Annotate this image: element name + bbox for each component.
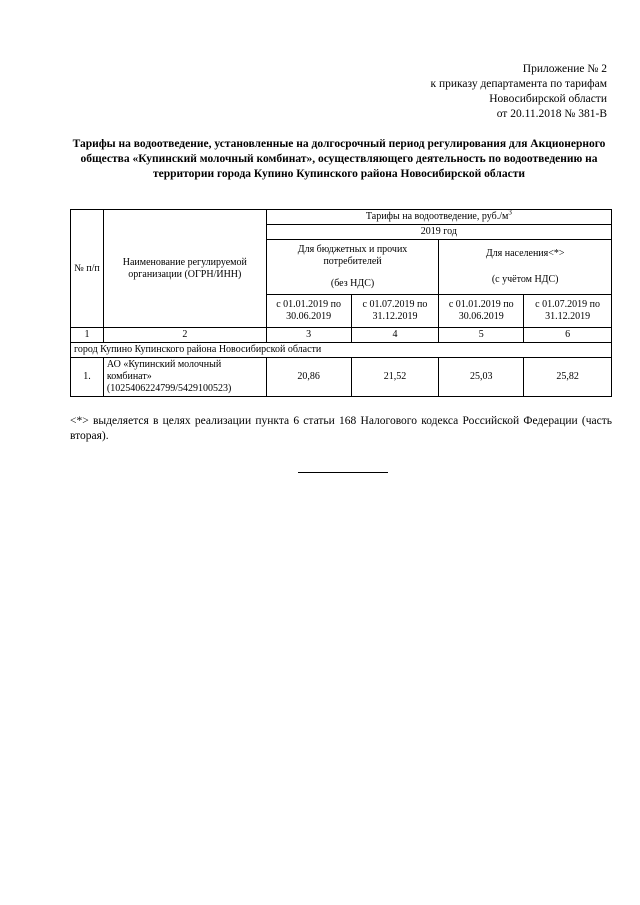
appendix-header — [347, 62, 607, 122]
group-budget-vat: (без НДС) — [330, 278, 375, 289]
appendix-line: Новосибирской области — [489, 93, 607, 105]
appendix-line: к приказу департамента по тарифам — [430, 78, 607, 90]
period-cell: с 01.07.2019 по 31.12.2019 — [351, 295, 439, 328]
group-population-label: Для населения<*> — [485, 248, 565, 259]
header-group-population — [439, 240, 612, 295]
header-tariffs-sup: 3 — [508, 208, 512, 217]
header-group-budget — [266, 240, 439, 295]
row-value: 20,86 — [266, 358, 351, 397]
document-title: Тарифы на водоотведение, установленные на долгосрочный период регулирования для Акционерного общества «Купинский молочный комбинат», осуществляющего деятельность по водоотведению на территории города Купино Купинского района Новосибирской области — [72, 138, 606, 180]
row-value: 25,82 — [524, 358, 612, 397]
row-number: 1. — [71, 358, 104, 397]
header-year: 2019 год — [266, 225, 611, 240]
column-number-cell: 3 — [266, 328, 351, 343]
footnote: <*> выделяется в целях реализации пункта 6 статьи 168 Налогового кодекса Российской Федерации (часть вторая). — [70, 415, 612, 442]
row-organization: АО «Купинский молочный комбинат» (1025406224799/5429100523) — [103, 358, 266, 397]
column-number-cell: 2 — [103, 328, 266, 343]
column-number-cell: 5 — [439, 328, 524, 343]
header-organization: Наименование регулируемой организации (ОГРН/ИНН) — [103, 210, 266, 328]
row-value: 25,03 — [439, 358, 524, 397]
appendix-line: от 20.11.2018 № 381-В — [496, 108, 607, 120]
closing-rule — [298, 472, 388, 473]
group-population-vat: (с учётом НДС) — [491, 274, 559, 285]
header-tariffs-text: Тарифы на водоотведение, руб./м — [365, 211, 509, 222]
period-cell: с 01.01.2019 по 30.06.2019 — [439, 295, 524, 328]
appendix-line: Приложение № 2 — [522, 63, 607, 75]
header-number: № п/п — [71, 210, 104, 328]
section-row: город Купино Купинского района Новосибирской области — [71, 343, 612, 358]
period-cell: с 01.01.2019 по 30.06.2019 — [266, 295, 351, 328]
header-tariffs — [266, 210, 611, 225]
column-number-cell: 1 — [71, 328, 104, 343]
column-number-cell: 4 — [351, 328, 439, 343]
group-budget-label: Для бюджетных и прочих потребителей — [297, 244, 408, 267]
period-cell: с 01.07.2019 по 31.12.2019 — [524, 295, 612, 328]
column-number-cell: 6 — [524, 328, 612, 343]
row-value: 21,52 — [351, 358, 439, 397]
tariffs-table — [70, 209, 612, 397]
table-row — [71, 358, 612, 397]
